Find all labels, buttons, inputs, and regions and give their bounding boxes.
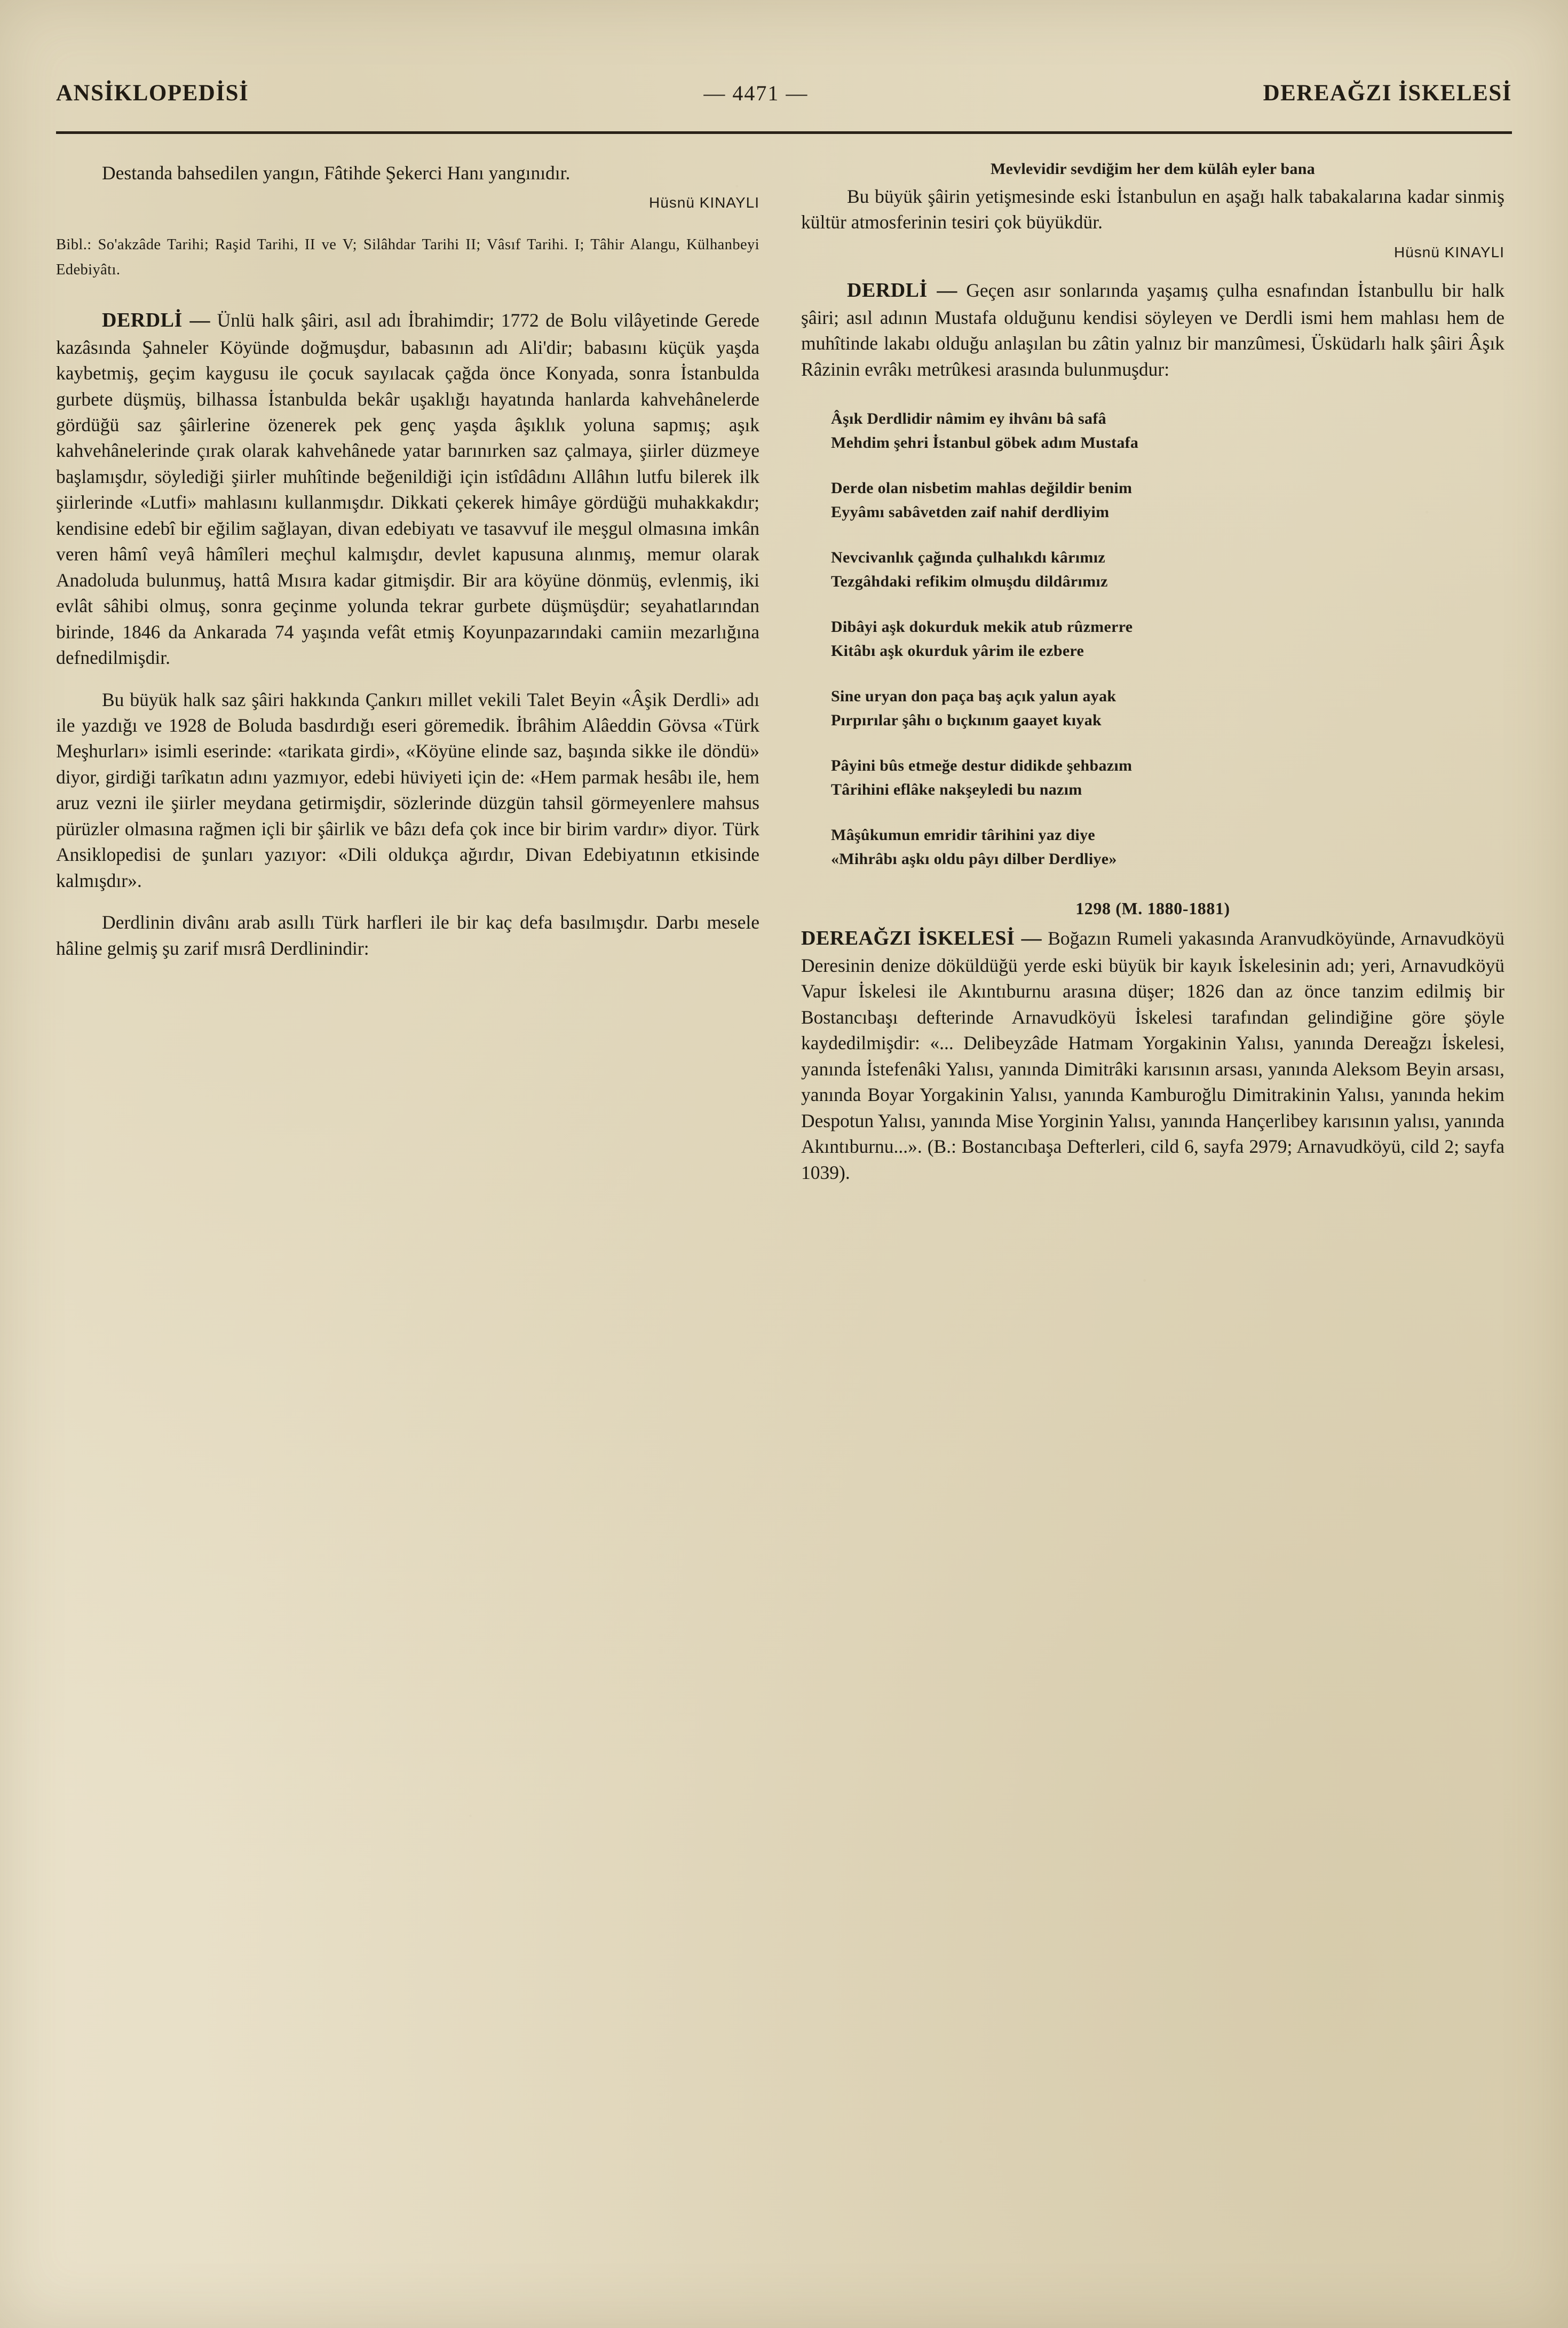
verse-line: Dibâyi aşk dokurduk mekik atub rûzmerre [831,618,1133,636]
entry-body: Boğazın Rumeli yakasında Aranvudköyünde, Arnavudköyü Deresinin denize döküldüğü yerde eski büyük bir kayık İskelesinin adı; yeri, Arnavudköyü Vapur İskelesi ile Akıntıburnu arasına düşer; 1826 dan az önce tanzim edilmiş bir Bostancıbaşı defterinde Arnavudköyü İskelesi tarafından gelindiğine göre şöyle kaydedilmişdir: «... Delibeyzâde Hatmam Yorgakinin Yalısı, yanında Dereağzı İskelesi, yanında İstefenâki Yalısı, yanında Dimitrâki karısının arsası, yanında Aleksom Beyin arsası, yanında Boyar Yorgakinin Yalısı, yanında Kamburoğlu Dimitrakinin Yalısı, yanında hekim Despotun Yalısı, yanında Mise Yorginin Yalısı, yanında Hançerlibey karısının yalısı, yanında Akıntıburnu...». (B.: Bostancıbaşa Defterleri, cild 6, sayfa 2979; Arnavudköyü, cild 2; sayfa 1039). [801,928,1505,1183]
byline-text: Hüsnü KINAYLI [1393,243,1504,260]
header-left-title: ANSİKLOPEDİSİ [56,81,249,106]
paragraph: Bu büyük şâirin yetişmesinde eski İstanbulun en aşağı halk tabakalarına kadar sinmiş kültür atmosferinin tesiri çok büyükdür. [801,186,1504,233]
columns-container [56,160,1512,2280]
verse-line: Derde olan nisbetim mahlas değildir benim [831,479,1133,497]
paragraph: Derdlinin divânı arab asıllı Türk harfleri ile bir kaç defa basılmışdır. Darbı mesele hâline gelmiş şu zarif mısrâ Derdlinindir: [56,912,759,959]
entry-derdli-right [801,277,1504,382]
bibliography: Bibl.: So'akzâde Tarihi; Raşid Tarihi, II ve V; Silâhdar Tarihi II; Vâsıf Tarihi. I; Tâhir Alangu, Külhanbeyi Edebiyâtı. [56,236,759,278]
entry-headword: DEREAĞZI İSKELESİ — [801,927,1042,950]
epigraph-line: Mevlevidir sevdiğim her dem külâh eyler bana [990,160,1316,178]
verse-line: Sine uryan don paça baş açık yalun ayak [831,687,1116,706]
verse-couplet [831,684,1504,732]
verse-line: Târihini eflâke nakşeyledi bu nazım [831,781,1082,799]
left-column [56,160,759,2280]
verse-line: Âşık Derdlidir nâmim ey ihvânı bâ safâ [831,410,1106,428]
verse-line: Tezgâhdaki refikim olmuşdu dildârımız [831,573,1108,591]
entry-body: Geçen asır sonlarında yaşamış çulha esnafından İstanbullu bir halk şâiri; asıl adının Mustafa olduğunu kendisi söyleyen ve Derdli ismi hem mahlası hem de muhîtinde lakabı olduğu anlaşılan bu zâtin yalnız bir manzûmesi, Üsküdarlı halk şâiri Âşık Râzinin evrâkı metrûkesi arasında bulunmuşdur: [801,279,1504,380]
verse-line: Mâşûkumun emridir târihini yaz diye [831,826,1095,844]
byline [801,244,1504,261]
paragraph: Bu büyük halk saz şâiri hakkında Çankırı millet vekili Talet Beyin «Âşik Derdli» adı ile yazdığı ve 1928 de Boluda basdırdığı eseri göremedik. İbrâhim Alâeddin Gövsa «Türk Meşhurları» isimli eserinde: «tarikata girdi», «Köyüne elinde saz, başında sikke ile döndü» diyor, girdiği tarîkatın adını yazmıyor, edebi hüviyeti için de: «Hem parmak hesâbı ile, hem aruz vezni ile şiirler meydana getirmişdir, sözlerinde düzgün tahsil görmeyenlere mahsus pürüzler olmasına rağmen içli bir şâirlik ve bâzı defa çok ince bir birim vardır» diyor. Türk Ansiklopedisi de şunları yazıyor: «Dili oldukça ağırdır, Divan Edebiyatının etkisinde kalmışdır». [56,688,759,891]
header-right-title: DEREAĞZI İSKELESİ [1263,81,1512,106]
verse-couplet [831,545,1504,593]
paragraph: Destanda bahsedilen yangın, Fâtihde Şekerci Hanı yangınıdır. [102,162,571,184]
verse-couplet [831,823,1504,871]
page-header [56,80,1512,128]
entry-headword: DERDLİ — [847,279,957,302]
verse-line: Eyyâmı sabâvetden zaif nahif derdliyim [831,503,1110,521]
verse-date-line: 1298 (M. 1880-1881) [1075,899,1230,918]
entry-body: Ünlü halk şâiri, asıl adı İbrahimdir; 1772 de Bolu vilâyetinde Gerede kazâsında Şahneler Köyünde doğmuşdur, babasının adı Ali'dir; babasını küçük yaşda kaybetmiş, geçim kaygusu ile çocuk sayılacak çağda önce Konyada, sonra İstanbulda gurbete düşmüş, bilhassa İstanbulda bekâr uşaklığı hayatında hanlarda kahvehânelerde gördüğü saz şâirlerine özenerek pek genç yaşda âşıklık yoluna sapmış; aşık kahvehânelerinde çırak olarak kahvehânede yatar barınırken saz çalmaya, şiirler düzmeye başlamışdır, söylediği şiirler muhîtinde beğenildiği için istîdâdını Allâhın lutfu bilerek ilk şiirlerinde «Lutfi» mahlasını kullanmışdır. Dikkati çekerek himâye gördüğü muhakkakdır; kendisine edebî bir eğilim sağlayan, divan edebiyatı ve tasavvuf ile meşgul olmasına imkân veren hâmî veyâ hâmîleri meçhul kalmışdır, devlet kapusuna alınmış, memur olarak Anadoluda bulunmuş, hattâ Mısıra kadar gitmişdir. Bir ara köyüne dönmüş, evlenmiş, iki evlât sâhibi olmuş, sonra geçinme yolunda tekrar gurbete düşmüşdür; seyahatlarından birinde, 1846 da Ankarada 74 yaşında vefât etmiş Koyunpazarındaki camiin mezarlığına defnedilmişdir. [56,309,759,669]
verse-line: Pâyini bûs etmeğe destur didikde şehbazım [831,757,1133,775]
right-column [801,160,1504,2280]
byline [56,194,759,211]
page-number: — 4471 — [703,81,809,105]
verse-line: Kitâbı aşk okurduk yârim ile ezbere [831,642,1084,660]
byline-text: Hüsnü KINAYLI [648,194,759,211]
verse-line: Pırpırılar şâhı o bıçkınım gaayet kıyak [831,711,1102,730]
verse-line: «Mihrâbı aşkı oldu pâyı dilber Derdliye» [831,850,1117,868]
verse-couplet [831,407,1504,455]
verse-line: Nevcivanlık çağında çulhalıkdı kârımız [831,549,1105,567]
header-rule [56,131,1512,134]
verse-couplet [831,615,1504,663]
entry-dereagzi-iskelesi [801,925,1504,1185]
verse-line: Mehdim şehri İstanbul göbek adım Mustafa [831,434,1139,452]
verse-couplet [831,754,1504,802]
entry-derdli-left [56,307,759,671]
entry-headword: DERDLİ — [102,308,211,331]
verse-couplet [831,476,1504,524]
